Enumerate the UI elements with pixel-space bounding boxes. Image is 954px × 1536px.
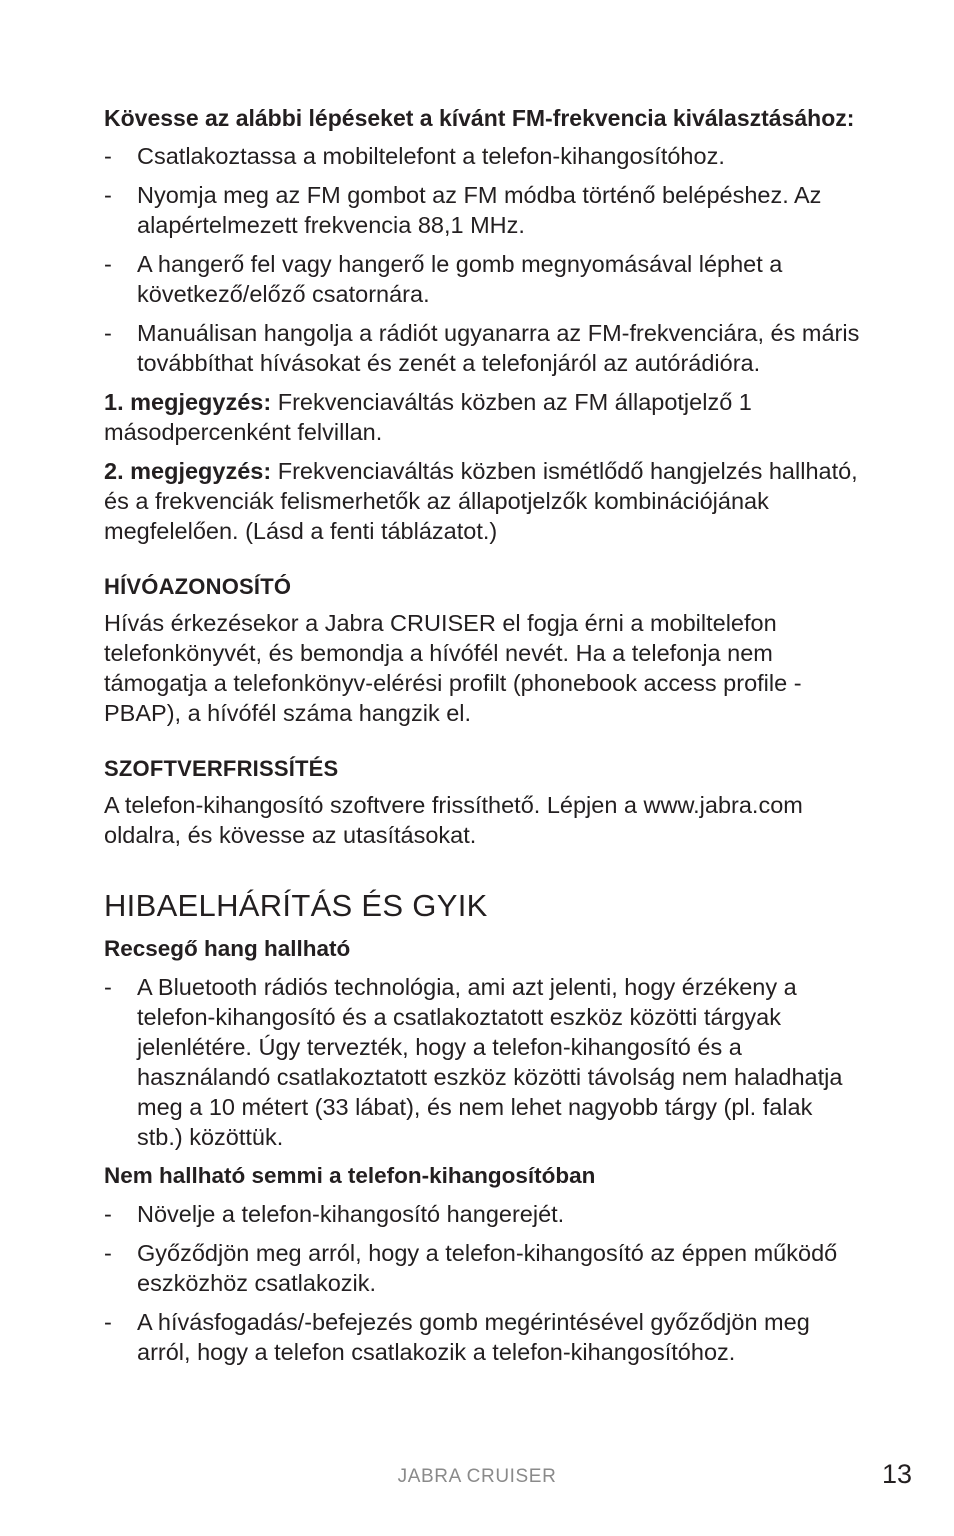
- list-item: [104, 1238, 864, 1298]
- list-item-text: A Bluetooth rádiós technológia, ami azt jelenti, hogy érzékeny a telefon-kihangosító és a csatlakoztatott eszköz közötti tárgyak jelenlétére. Úgy tervezték, hogy a telefon-kihangosító és a használandó csatlakoztatott eszköz közötti távolság nem haladhatja meg a 10 métert (33 lábat), és nem lehet nagyobb tárgy (pl. falak stb.) közöttük.: [137, 974, 843, 1150]
- list-item-text: Manuálisan hangolja a rádiót ugyanarra az FM-frekvenciára, és máris továbbíthat hívásokat és zenét a telefonjáról az autórádióra.: [137, 320, 860, 376]
- dash-bullet: -: [104, 1201, 112, 1227]
- list-item-text: A hívásfogadás/-befejezés gomb megérintésével győződjön meg arról, hogy a telefon csatlakozik a telefon-kihangosítóhoz.: [137, 1309, 810, 1365]
- software-update-text: A telefon-kihangosító szoftvere frissíthető. Lépjen a www.jabra.com oldalra, és kövesse az utasításokat.: [104, 792, 803, 848]
- list-item-text: Nyomja meg az FM gombot az FM módba történő belépéshez. Az alapértelmezett frekvencia 88,1 MHz.: [137, 182, 822, 238]
- list-item-text: A hangerő fel vagy hangerő le gomb megnyomásával léphet a következő/előző csatornára.: [137, 251, 783, 307]
- list-item: [104, 972, 864, 1152]
- dash-bullet: -: [104, 1240, 112, 1266]
- dash-bullet: -: [104, 320, 112, 346]
- list-item: [104, 1307, 864, 1367]
- list-item-text: Csatlakoztassa a mobiltelefont a telefon-kihangosítóhoz.: [137, 143, 725, 169]
- no-sound-heading: Nem hallható semmi a telefon-kihangosítóban: [104, 1163, 596, 1188]
- fm-steps-heading: Kövesse az alábbi lépéseket a kívánt FM-frekvencia kiválasztásához:: [104, 105, 855, 131]
- note-1-text: Frekvenciaváltás közben az FM állapotjelző 1 másodpercenként felvillan.: [104, 389, 752, 445]
- dash-bullet: -: [104, 251, 112, 277]
- fm-steps-list: [104, 141, 864, 378]
- note-2: [104, 456, 864, 546]
- list-item-text: Győződjön meg arról, hogy a telefon-kihangosító az éppen működő eszközhöz csatlakozik.: [137, 1240, 838, 1296]
- note-1: [104, 387, 864, 447]
- note-1-label: 1. megjegyzés:: [104, 389, 272, 415]
- note-2-text: Frekvenciaváltás közben ismétlődő hangjelzés hallható, és a frekvenciák felismerhetők az állapotjelzők kombinációjának megfelelően. (Lásd a fenti táblázatot.): [104, 458, 858, 544]
- crackling-sound-heading: Recsegő hang hallható: [104, 936, 351, 961]
- list-item: [104, 318, 864, 378]
- dash-bullet: -: [104, 143, 112, 169]
- troubleshooting-heading: HIBAELHÁRÍTÁS ÉS GYIK: [104, 888, 488, 923]
- crackling-sound-list: [104, 972, 864, 1152]
- dash-bullet: -: [104, 974, 112, 1000]
- software-update-heading: SZOFTVERFRISSÍTÉS: [104, 756, 339, 781]
- dash-bullet: -: [104, 182, 112, 208]
- page-content: [104, 104, 864, 1376]
- list-item-text: Növelje a telefon-kihangosító hangerejét.: [137, 1201, 565, 1227]
- caller-id-heading: HÍVÓAZONOSÍTÓ: [104, 574, 292, 599]
- list-item: [104, 180, 864, 240]
- note-2-label: 2. megjegyzés:: [104, 458, 272, 484]
- page-number: 13: [881, 1459, 912, 1489]
- list-item: [104, 249, 864, 309]
- no-sound-list: [104, 1199, 864, 1367]
- dash-bullet: -: [104, 1309, 112, 1335]
- footer-brand: JABRA CRUISER: [397, 1466, 557, 1487]
- list-item: [104, 141, 864, 171]
- list-item: [104, 1199, 864, 1229]
- caller-id-text: Hívás érkezésekor a Jabra CRUISER el fogja érni a mobiltelefon telefonkönyvét, és bemondja a hívófél nevét. Ha a telefonja nem támogatja a telefonkönyv-elérési profilt (phonebook access profile - PBAP), a hívófél száma hangzik el.: [104, 610, 802, 726]
